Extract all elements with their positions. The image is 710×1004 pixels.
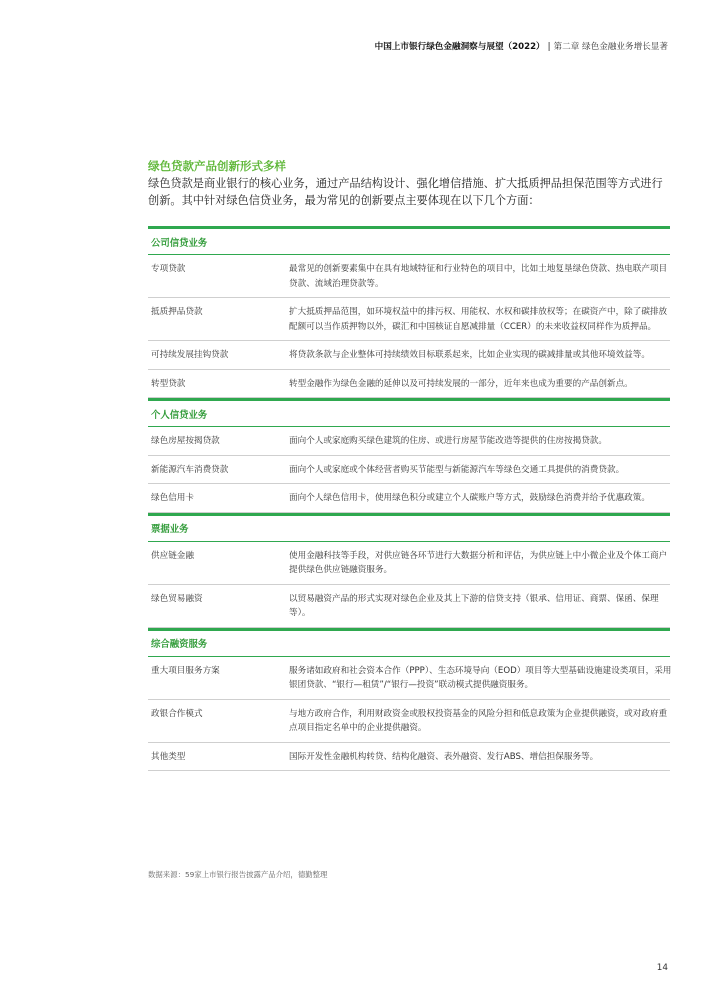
row-description: 面向个人或家庭或个体经营者购买节能型与新能源汽车等绿色交通工具提供的消费贷款。	[289, 464, 625, 475]
page-number: 14	[656, 963, 668, 973]
table-group-corporate-credit	[148, 226, 670, 398]
table-group-integrated-financing	[148, 628, 670, 772]
row-name: 其他类型	[151, 751, 186, 762]
table-group-personal-credit	[148, 398, 670, 513]
group-header: 票据业务	[148, 513, 670, 542]
table-row	[148, 298, 670, 341]
intro-paragraph: 绿色贷款是商业银行的核心业务，通过产品结构设计、强化增信措施、扩大抵质押品担保范围等方式进行创新。其中针对绿色信贷业务，最为常见的创新要点主要体现在以下几个方面：	[148, 177, 663, 207]
table-row	[148, 427, 670, 456]
section-title: 绿色贷款产品创新形式多样	[148, 159, 286, 173]
row-name: 抵质押品贷款	[151, 307, 203, 317]
running-header	[375, 40, 668, 52]
row-name: 重大项目服务方案	[151, 665, 220, 676]
row-name: 绿色房屋按揭贷款	[151, 436, 220, 446]
table-row	[148, 542, 670, 585]
group-header: 个人信贷业务	[148, 398, 670, 427]
header-separator: |	[547, 42, 551, 52]
table-row	[148, 585, 670, 628]
row-description: 面向个人绿色信用卡，使用绿色积分或建立个人碳账户等方式，鼓励绿色消费并给予优惠政策。	[289, 493, 650, 503]
row-name: 可持续发展挂钩贷款	[151, 350, 229, 360]
group-header: 综合融资服务	[148, 628, 670, 657]
row-name: 供应链金融	[151, 550, 194, 561]
row-name: 绿色信用卡	[151, 493, 194, 503]
table-row	[148, 657, 670, 700]
table-row	[148, 255, 670, 298]
row-description: 面向个人或家庭购买绿色建筑的住房、或进行房屋节能改造等提供的住房按揭贷款。	[289, 436, 607, 446]
row-description: 最常见的创新要素集中在具有地域特征和行业特色的项目中，比如土地复垦绿色贷款、热电联产项目贷款、流域治理贷款等。	[289, 264, 668, 289]
group-header: 公司信贷业务	[148, 226, 670, 255]
row-description: 国际开发性金融机构转贷、结构化融资、表外融资、发行ABS、增信担保服务等。	[289, 751, 599, 762]
row-name: 新能源汽车消费贷款	[151, 464, 229, 475]
row-name: 绿色贸易融资	[151, 593, 203, 604]
table-group-bill-business	[148, 513, 670, 628]
table-row	[148, 341, 670, 370]
chapter-title: 第二章 绿色金融业务增长显著	[553, 42, 668, 52]
table-row	[148, 456, 670, 485]
row-description: 将贷款条款与企业整体可持续绩效目标联系起来，比如企业实现的碳减排量或其他环境效益等。	[289, 350, 650, 360]
source-note: 数据来源：59家上市银行报告披露产品介绍，德勤整理	[148, 870, 328, 879]
row-description: 扩大抵质押品范围，如环境权益中的排污权、用能权、水权和碳排放权等；在碳资产中，除了碳排放配额可以当作质押物以外，碳汇和中国核证自愿减排量（CCER）的未来收益权同样作为质押品。	[289, 307, 668, 332]
row-description: 以贸易融资产品的形式实现对绿色企业及其上下游的信贷支持（银承、信用证、商票、保函、保理等）。	[289, 593, 659, 618]
row-name: 专项贷款	[151, 264, 186, 274]
report-title: 中国上市银行绿色金融洞察与展望（2022）	[374, 42, 545, 52]
row-description: 使用金融科技等手段，对供应链各环节进行大数据分析和评估，为供应链上中小微企业及个体工商户提供绿色供应链融资服务。	[289, 550, 668, 575]
table-row	[148, 700, 670, 743]
row-description: 与地方政府合作，利用财政资金或股权投资基金的风险分担和低息政策为企业提供融资，或对政府重点项目指定名单中的企业提供融资。	[289, 708, 668, 733]
table-row	[148, 484, 670, 513]
table-row	[148, 370, 670, 399]
innovation-table	[148, 226, 670, 771]
table-row	[148, 743, 670, 772]
row-description: 服务诸如政府和社会资本合作（PPP）、生态环境导向（EOD）项目等大型基础设施建设类项目，采用银团贷款、“银行—租赁”/“银行—投资”联动模式提供融资服务。	[289, 665, 672, 690]
row-name: 政银合作模式	[151, 708, 203, 719]
row-description: 转型金融作为绿色金融的延伸以及可持续发展的一部分，近年来也成为重要的产品创新点。	[289, 378, 633, 389]
row-name: 转型贷款	[151, 378, 186, 389]
